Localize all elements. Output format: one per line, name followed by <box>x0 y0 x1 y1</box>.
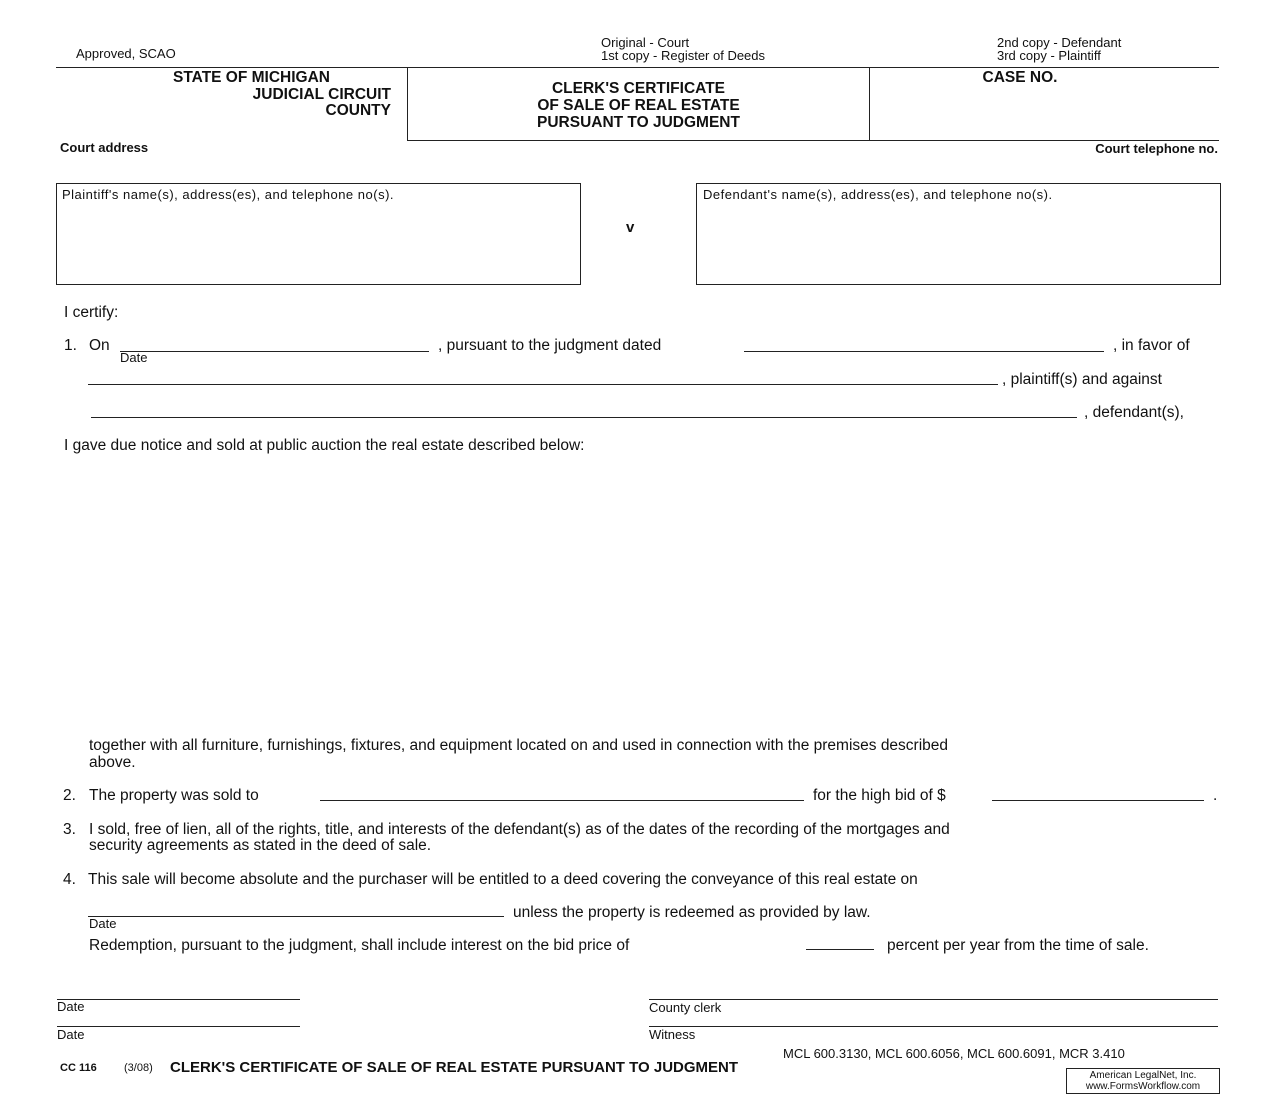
copy-second: 2nd copy - Defendant <box>997 35 1122 50</box>
certify-intro: I certify: <box>64 304 119 321</box>
footer-form-title: CLERK'S CERTIFICATE OF SALE OF REAL ESTATE PURSUANT TO JUDGMENT <box>170 1059 739 1076</box>
sale-date-caption: Date <box>120 350 148 365</box>
judicial-circuit-label: JUDICIAL CIRCUIT <box>252 86 391 103</box>
state-label: STATE OF MICHIGAN <box>173 69 330 86</box>
county-label: COUNTY <box>325 102 391 119</box>
court-telephone-label: Court telephone no. <box>1095 141 1218 156</box>
redemption-text-a: Redemption, pursuant to the judgment, shall include interest on the bid price of <box>89 937 630 954</box>
notice-text: I gave due notice and sold at public auction the real estate described below: <box>64 437 585 454</box>
county-clerk-signature-field[interactable] <box>649 999 1218 1000</box>
together-line1: together with all furniture, furnishings, fixtures, and equipment located on and used in connection with the premises described <box>89 737 949 754</box>
form-title-line2: OF SALE OF REAL ESTATE <box>537 97 740 114</box>
high-bid-field[interactable] <box>992 800 1204 801</box>
signature-date2-label: Date <box>57 1027 85 1042</box>
copy-original: Original - Court <box>601 35 690 50</box>
item1-plaintiff-text: , plaintiff(s) and against <box>1002 371 1162 388</box>
absolute-date-caption: Date <box>89 916 117 931</box>
redemption-text-b: percent per year from the time of sale. <box>887 937 1149 954</box>
item3-number: 3. <box>63 821 76 838</box>
statute-references: MCL 600.3130, MCL 600.6056, MCL 600.6091, MCR 3.410 <box>783 1046 1125 1061</box>
item1-on: On <box>89 337 110 354</box>
judgment-date-field[interactable] <box>744 351 1104 352</box>
property-description-area[interactable] <box>88 462 1218 730</box>
item2-period: . <box>1213 787 1218 804</box>
purchaser-field[interactable] <box>320 800 804 801</box>
legalnet-line1: American LegalNet, Inc. <box>1089 1070 1197 1081</box>
item4-line1: This sale will become absolute and the purchaser will be entitled to a deed covering the conveyance of this real estate on <box>88 871 918 888</box>
item4-unless-text: unless the property is redeemed as provided by law. <box>513 904 871 921</box>
item2-bid-text: for the high bid of $ <box>813 787 946 804</box>
signature-date1-field[interactable] <box>57 999 300 1000</box>
versus-label: v <box>626 219 635 236</box>
plaintiff-box[interactable] <box>56 183 581 285</box>
item1-pursuant-text: , pursuant to the judgment dated <box>438 337 662 354</box>
plaintiff-name-field[interactable] <box>88 384 998 385</box>
header-top-rule <box>56 67 1219 68</box>
form-title-line1: CLERK'S CERTIFICATE <box>551 80 726 97</box>
defendant-label: Defendant's name(s), address(es), and telephone no(s). <box>703 187 1053 202</box>
sale-date-field[interactable] <box>120 351 429 352</box>
form-title-line3: PURSUANT TO JUDGMENT <box>537 114 740 131</box>
witness-signature-field[interactable] <box>649 1026 1218 1027</box>
item2-number: 2. <box>63 787 76 804</box>
legalnet-badge <box>1066 1068 1220 1094</box>
item4-number: 4. <box>63 871 76 888</box>
approval-note: Approved, SCAO <box>76 46 176 61</box>
case-number-label: CASE NO. <box>982 69 1058 86</box>
copy-third: 3rd copy - Plaintiff <box>997 48 1101 63</box>
defendant-box[interactable] <box>696 183 1221 285</box>
defendant-name-field[interactable] <box>91 417 1077 418</box>
court-address-label: Court address <box>60 140 149 155</box>
county-clerk-label: County clerk <box>649 1000 722 1015</box>
witness-label: Witness <box>649 1027 696 1042</box>
signature-date1-label: Date <box>57 999 85 1014</box>
plaintiff-label: Plaintiff's name(s), address(es), and telephone no(s). <box>62 187 395 202</box>
item3-line2: security agreements as stated in the deed of sale. <box>89 837 432 854</box>
item3-line1: I sold, free of lien, all of the rights, title, and interests of the defendant(s) as of the dates of the recording of the mortgages and <box>89 821 950 838</box>
interest-rate-field[interactable] <box>806 949 874 950</box>
form-code: CC 116 <box>60 1062 97 1074</box>
item1-defendant-text: , defendant(s), <box>1084 404 1184 421</box>
item1-number: 1. <box>64 337 77 354</box>
item2-text: The property was sold to <box>89 787 259 804</box>
together-line2: above. <box>89 754 136 771</box>
signature-date2-field[interactable] <box>57 1026 300 1027</box>
legalnet-line2: www.FormsWorkflow.com <box>1085 1081 1201 1092</box>
copy-first: 1st copy - Register of Deeds <box>601 48 766 63</box>
absolute-date-field[interactable] <box>88 916 504 917</box>
form-revision-date: (3/08) <box>124 1062 153 1074</box>
item1-in-favor-text: , in favor of <box>1113 337 1190 354</box>
